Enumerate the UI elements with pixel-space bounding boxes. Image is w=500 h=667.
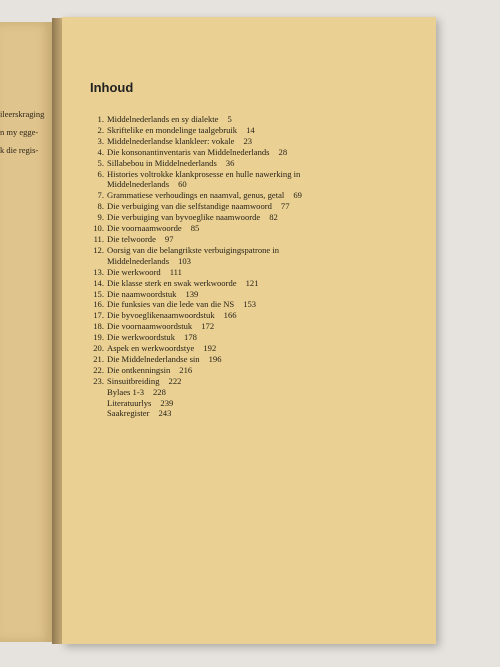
toc-entry	[88, 365, 388, 376]
toc-entry	[88, 332, 388, 343]
left-page-text-fragment: k die regis-	[0, 145, 39, 155]
toc-entry	[88, 169, 388, 180]
toc-entry-page: 166	[223, 310, 237, 321]
toc-entry-page: 222	[168, 375, 182, 386]
toc-entry-page: 172	[201, 321, 215, 332]
toc-entry-title: Die naamwoordstuk	[107, 288, 177, 299]
toc-entry	[88, 343, 388, 354]
toc-entry	[88, 114, 388, 125]
toc-entry-page: 85	[190, 223, 200, 234]
toc-entry	[88, 289, 388, 300]
toc-entry	[88, 223, 388, 234]
toc-entry-title: Saakregister	[107, 408, 150, 419]
toc-entry-page: 216	[179, 364, 193, 375]
toc-entry-number: 18.	[93, 321, 104, 332]
toc-entry-page: 28	[278, 146, 288, 157]
toc-entry-number: 2.	[97, 124, 104, 135]
toc-entry-number: 13.	[93, 266, 104, 277]
toc-entry-number: 19.	[93, 332, 104, 343]
toc-entry-page: 139	[185, 288, 199, 299]
toc-entry-title: Die telwoorde	[107, 233, 156, 244]
toc-entry-number: 14.	[93, 277, 104, 288]
toc-entry-page: 103	[178, 255, 191, 266]
toc-entry-page: 228	[153, 386, 166, 397]
toc-entry-title: Die Middelnederlandse sin	[107, 353, 200, 364]
toc-entry-number: 5.	[97, 157, 104, 168]
toc-entry-number: 4.	[97, 146, 104, 157]
toc-entry-page: 77	[280, 201, 290, 212]
toc-entry-title: Die verbuiging van byvoeglike naamwoorde	[107, 212, 261, 223]
toc-entry-title: Die voornaamwoordstuk	[107, 321, 193, 332]
toc-entry-title: Middelnederlandse klankleer: vokale	[107, 135, 235, 146]
toc-entry-page: 69	[293, 190, 302, 201]
toc-entry-page: 178	[184, 332, 197, 343]
toc-entry-number: 21.	[93, 353, 104, 364]
toc-entry	[88, 310, 388, 321]
toc-entry-title: Die ontkenningsin	[107, 364, 171, 375]
toc-entry-page: 153	[243, 299, 257, 310]
toc-entry	[88, 136, 388, 147]
toc-entry-number: 12.	[93, 244, 104, 255]
toc-entry-number: 6.	[97, 168, 104, 179]
toc-entry-number: 22.	[93, 364, 104, 375]
toc-entry-title: Sinsuitbreiding	[107, 375, 160, 386]
toc-entry-title: Die byvoeglikenaamwoordstuk	[107, 310, 215, 321]
toc-entry-page: 111	[169, 266, 182, 277]
toc-entry-page: 196	[208, 353, 222, 364]
toc-entry-page: 239	[160, 397, 174, 408]
toc-entry	[88, 212, 388, 223]
toc-entry	[88, 299, 388, 310]
toc-entry-title: Die voornaamwoorde	[107, 223, 182, 234]
toc-entry-title: Die klasse sterk en swak werkwoorde	[107, 277, 237, 288]
toc-entry-page: 23	[243, 135, 253, 146]
toc-entry	[88, 267, 388, 278]
toc-entry-number: 3.	[97, 135, 104, 146]
right-page	[62, 17, 436, 644]
toc-entry-title: Bylaes 1-3	[107, 386, 144, 397]
toc-entry-number: 7.	[97, 190, 104, 201]
toc-entry-number: 8.	[97, 201, 104, 212]
toc-entry	[88, 354, 388, 365]
toc-entry-number: 11.	[93, 233, 104, 244]
toc-entry-title: Middelnederlands en sy dialekte	[107, 114, 219, 124]
toc-entry-title: Literatuurlys	[107, 397, 152, 408]
toc-entry	[88, 234, 388, 245]
toc-entry-page: 243	[158, 408, 172, 419]
toc-entry-page: 82	[269, 212, 278, 223]
book-gutter	[52, 18, 62, 644]
toc-entry-title: Die werkwoord	[107, 266, 161, 277]
toc-entry-page: 14	[246, 124, 255, 135]
toc-entry-title: Die verbuiging van die selfstandige naamwoord	[107, 201, 272, 212]
toc-entry-title: Oorsig van die belangrikste verbuigingspatrone in	[107, 244, 280, 255]
toc-entry	[88, 278, 388, 289]
toc-entry-number: 16.	[93, 299, 104, 310]
toc-entry	[88, 179, 388, 190]
toc-entry-title: Middelnederlands	[107, 179, 170, 190]
toc-entry	[88, 256, 388, 267]
toc-entry	[88, 398, 388, 409]
toc-entry-title: Die funksies van die lede van die NS	[107, 299, 235, 310]
toc-entry-page: 5	[227, 114, 232, 124]
toc-entry	[88, 387, 388, 398]
toc-entry	[88, 147, 388, 158]
toc-entry-page: 36	[225, 157, 235, 168]
toc-entry-number: 9.	[97, 212, 104, 223]
toc-entry-number: 1.	[97, 114, 104, 124]
toc-entry-title: Die werkwoordstuk	[107, 332, 176, 343]
toc-entry	[88, 201, 388, 212]
toc-entry-page: 121	[245, 277, 259, 288]
toc-entry	[88, 190, 388, 201]
page-title: Inhoud	[90, 80, 134, 95]
toc-entry-number: 15.	[93, 288, 104, 299]
toc-entry-number: 20.	[93, 343, 104, 354]
toc-entry	[88, 125, 388, 136]
table-of-contents	[88, 114, 388, 419]
toc-entry-number: 23.	[93, 375, 104, 386]
toc-entry-title: Middelnederlands	[107, 255, 170, 266]
toc-entry	[88, 158, 388, 169]
left-page-text-fragment: n my egge-	[0, 127, 39, 137]
toc-entry-title: Histories voltrokke klankprosesse en hulle nawerking in	[107, 168, 301, 179]
toc-entry-page: 192	[203, 343, 217, 354]
left-page-text-fragment: ileerskraging	[0, 109, 45, 119]
toc-entry	[88, 408, 388, 419]
left-page	[0, 22, 53, 642]
toc-entry-page: 97	[164, 233, 174, 244]
toc-entry-number: 10.	[93, 223, 104, 234]
toc-entry	[88, 321, 388, 332]
toc-entry-title: Aspek en werkwoordstye	[107, 343, 195, 354]
toc-entry	[88, 376, 388, 387]
toc-entry-title: Die konsonantinventaris van Middelnederlands	[107, 146, 270, 157]
toc-entry-title: Skriftelike en mondelinge taalgebruik	[107, 124, 238, 135]
toc-entry-title: Grammatiese verhoudings en naamval, genus, getal	[107, 190, 285, 201]
toc-entry-page: 60	[178, 179, 187, 190]
toc-entry-title: Sillabebou in Middelnederlands	[107, 157, 217, 168]
toc-entry-number: 17.	[93, 310, 104, 321]
toc-entry	[88, 245, 388, 256]
